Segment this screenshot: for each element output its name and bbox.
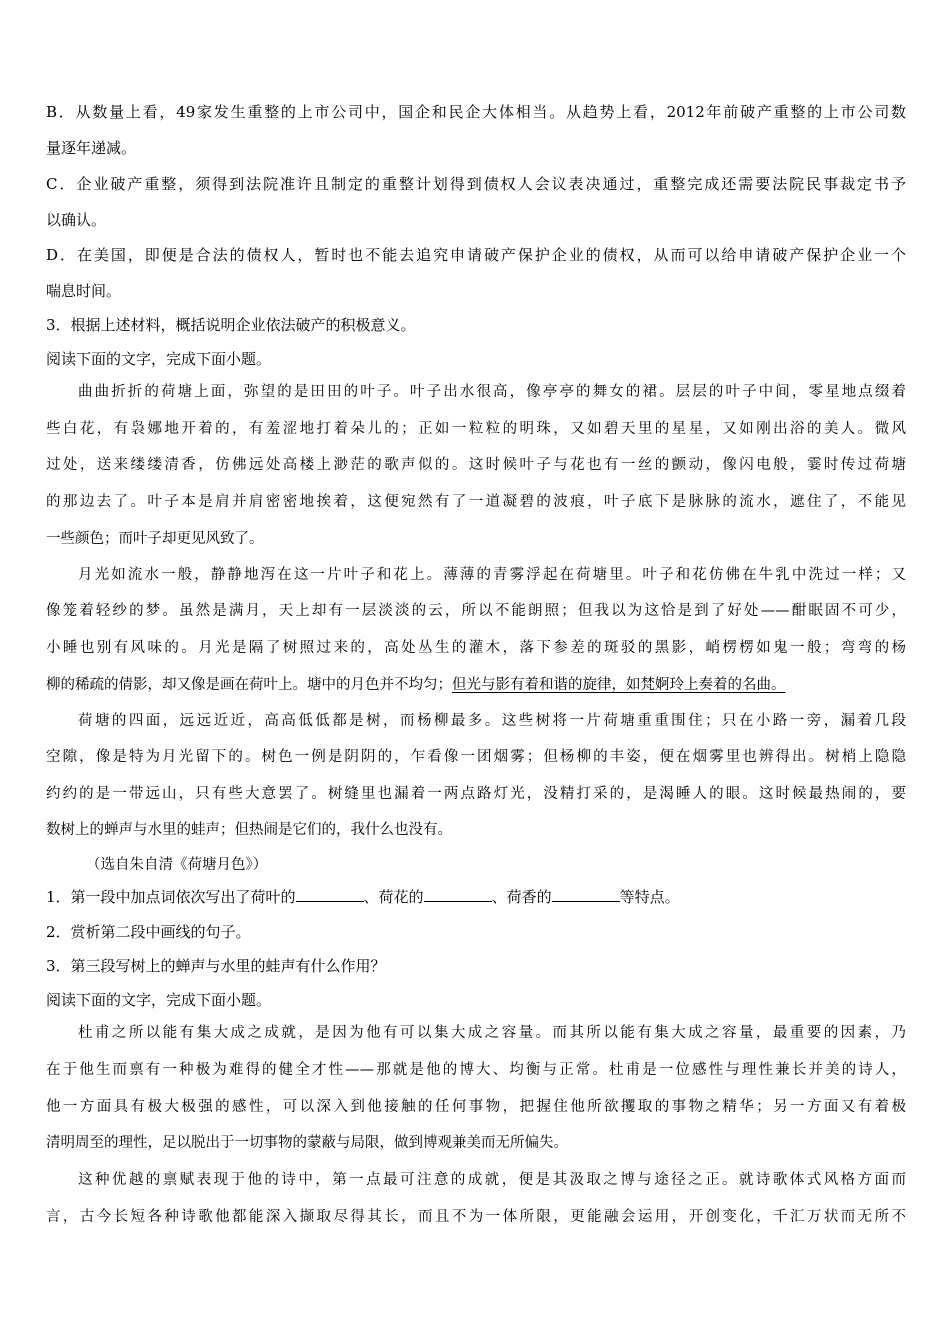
option-d-line-1: D．在美国，即便是合法的债权人，暂时也不能去追究申请破产保护企业的债权，从而可以给申请破产保护企业一个 (46, 246, 906, 264)
question-1-fill-blank: 1．第一段中加点词依次写出了荷叶的 、荷花的 、荷香的 等特点。 (46, 888, 680, 906)
answer-blank[interactable] (424, 887, 492, 902)
question-3-bankruptcy: 3．根据上述材料，概括说明企业依法破产的积极意义。 (46, 316, 416, 334)
passage2-p1-line: 他一方面具有极大极强的感性，可以深入到他接触的任何事物，把握住他所欲攫取的事物之精华；另一方面又有着极 (46, 1099, 906, 1115)
question-2: 2．赏析第二段中画线的句子。 (46, 923, 251, 941)
passage1-p2-line: 小睡也别有风味的。月光是隔了树照过来的，高处丛生的灌木，落下参差的斑驳的黑影，峭楞楞如鬼一般；弯弯的杨 (46, 640, 906, 656)
passage2-p2-line: 这种优越的禀赋表现于他的诗中，第一点最可注意的成就，便是其汲取之博与途径之正。就诗歌体式风格方面而 (78, 1172, 906, 1188)
passage2-p2-line: 言，古今长短各种诗歌他都能深入撷取尽得其长，而且不为一体所限，更能融会运用，开创变化，千汇万状而无所不 (46, 1209, 906, 1225)
passage2-p1-line: 在于他生而禀有一种极为难得的健全才性——那就是他的博大、均衡与正常。杜甫是一位感性与理性兼长并美的诗人， (46, 1062, 906, 1078)
passage1-p1-line: 的那边去了。叶子本是肩并肩密密地挨着，这便宛然有了一道凝碧的波痕，叶子底下是脉脉的流水，遮住了，不能见 (46, 494, 906, 510)
passage1-p3-line: 约约的是一带远山，只有些大意罢了。树缝里也漏着一两点路灯光，没精打采的，是渴睡人的眼。这时候最热闹的，要 (46, 786, 906, 802)
passage1-p1-line: 一些颜色；而叶子却更见风致了。 (46, 531, 264, 547)
passage1-p3-line: 数树上的蝉声与水里的蛙声；但热闹是它们的，我什么也没有。 (46, 822, 452, 838)
passage1-p1-line: 些白花，有袅娜地开着的，有羞涩地打着朵儿的；正如一粒粒的明珠，又如碧天里的星星，又如刚出浴的美人。微风 (46, 421, 906, 437)
option-c-line-1: C．企业破产重整，须得到法院准许且制定的重整计划得到债权人会议表决通过，重整完成还需要法院民事裁定书予 (46, 175, 906, 193)
passage1-p2-line: 月光如流水一般，静静地泻在这一片叶子和花上。薄薄的青雾浮起在荷塘里。叶子和花仿佛在牛乳中洗过一样；又 (78, 567, 906, 583)
reading-instruction: 阅读下面的文字，完成下面小题。 (46, 991, 272, 1009)
passage1-source: （选自朱自清《荷塘月色》） (86, 857, 268, 873)
underlined-sentence: 但光与影有着和谐的旋律，如梵婀玲上奏着的名曲。 (452, 677, 786, 693)
option-b-line-2: 量逐年递减。 (46, 139, 137, 157)
passage1-p2-plain: 柳的稀疏的倩影，却又像是画在荷叶上。塘中的月色并不均匀； (46, 677, 452, 693)
reading-instruction: 阅读下面的文字，完成下面小题。 (46, 350, 272, 368)
answer-blank[interactable] (552, 887, 620, 902)
passage1-p2-last-line (46, 675, 906, 695)
passage2-p1-line: 杜甫之所以能有集大成之成就，是因为他有可以集大成之容量。而其所以能有集大成之容量，最重要的因素，乃 (78, 1025, 906, 1041)
passage1-p3-line: 空隙，像是特为月光留下的。树色一例是阴阴的，乍看像一团烟雾；但杨柳的丰姿，便在烟雾里也辨得出。树梢上隐隐 (46, 749, 906, 765)
passage1-p3-line: 荷塘的四面，远远近近，高高低低都是树，而杨柳最多。这些树将一片荷塘重重围住；只在小路一旁，漏着几段 (78, 713, 906, 729)
option-c-line-2: 以确认。 (46, 211, 107, 229)
passage1-p1-line: 曲曲折折的荷塘上面，弥望的是田田的叶子。叶子出水很高，像亭亭的舞女的裙。层层的叶子中间，零星地点缀着 (78, 384, 906, 400)
passage1-p2-line: 像笼着轻纱的梦。虽然是满月，天上却有一层淡淡的云，所以不能朗照；但我以为这恰是到了好处——酣眠固不可少， (46, 603, 906, 619)
option-b-line-1: B．从数量上看，49家发生重整的上市公司中，国企和民企大体相当。从趋势上看，2012年前破产重整的上市公司数 (46, 103, 906, 121)
option-d-line-2: 喘息时间。 (46, 282, 122, 300)
question-3: 3．第三段写树上的蝉声与水里的蛙声有什么作用？ (46, 957, 386, 975)
passage1-p1-line: 过处，送来缕缕清香，仿佛远处高楼上渺茫的歌声似的。这时候叶子与花也有一丝的颤动，像闪电般，霎时传过荷塘 (46, 457, 906, 473)
answer-blank[interactable] (296, 887, 364, 902)
passage2-p1-line: 清明周至的理性，足以脱出于一切事物的蒙蔽与局限，做到博观兼美而无所偏失。 (46, 1135, 568, 1151)
